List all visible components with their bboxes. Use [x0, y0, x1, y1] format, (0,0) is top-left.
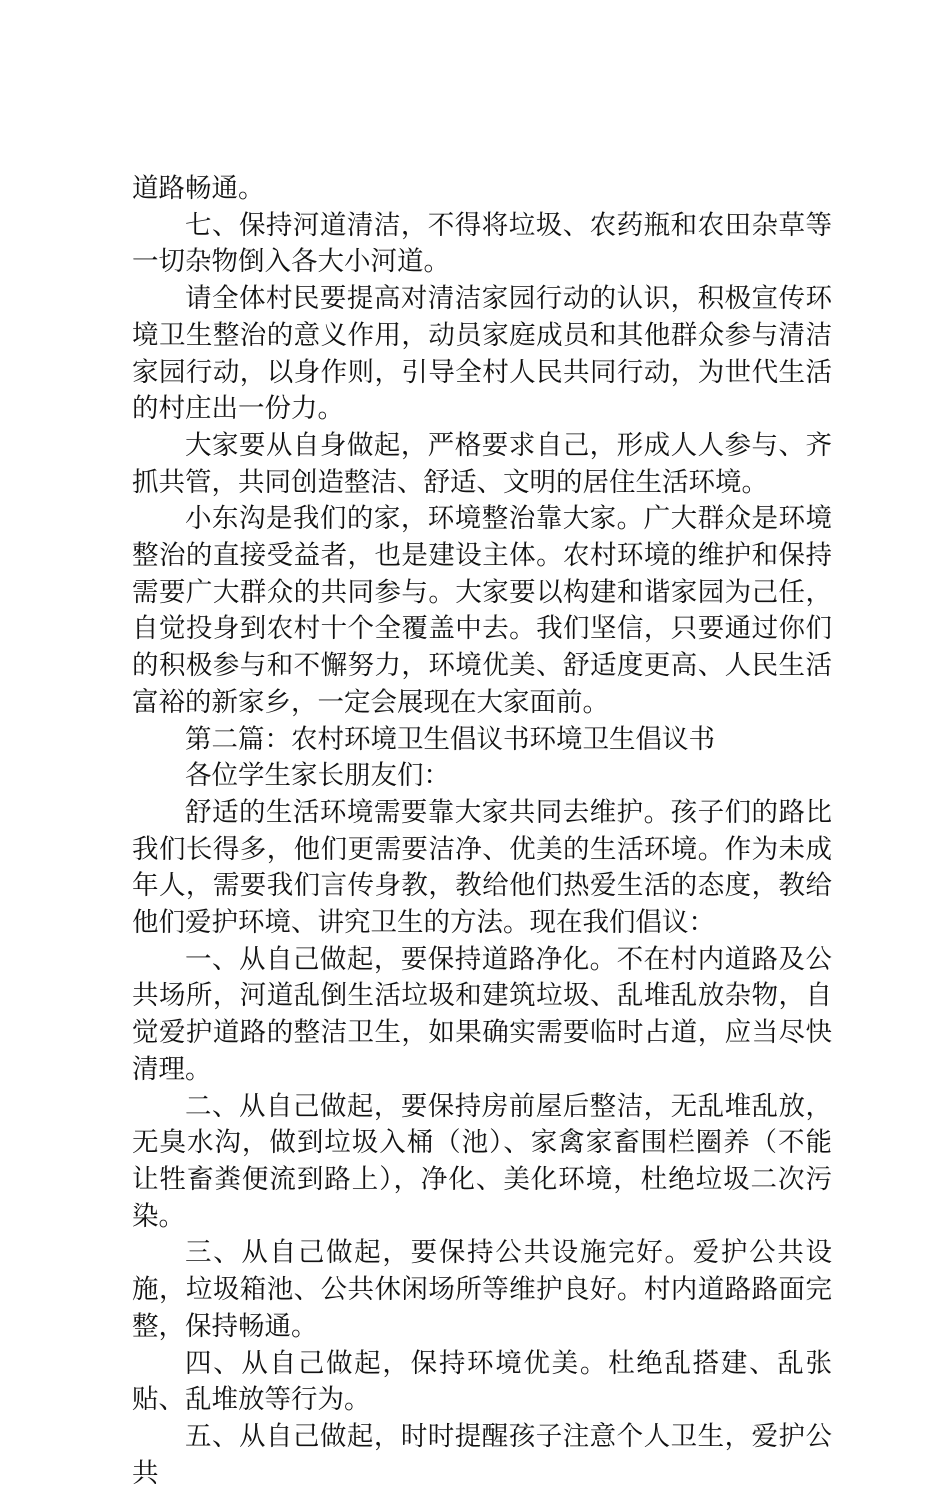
paragraph-item-one: 一、从自己做起，要保持道路净化。不在村内道路及公共场所，河道乱倒生活垃圾和建筑垃圾、乱堆乱放杂物，自觉爱护道路的整洁卫生，如果确实需要临时占道，应当尽快清理。 — [132, 943, 832, 1085]
paragraph-intro: 舒适的生活环境需要靠大家共同去维护。孩子们的路比我们长得多，他们更需要洁净、优美的生活环境。作为未成年人，需要我们言传身教，教给他们热爱生活的态度，教给他们爱护环境、讲究卫生的方法。现在我们倡议： — [132, 796, 832, 939]
paragraph-continuation: 道路畅通。 — [132, 173, 265, 204]
paragraph-item-three: 三、从自己做起，要保持公共设施完好。爱护公共设施，垃圾箱池、公共休闲场所等维护良好。村内道路路面完整，保持畅通。 — [132, 1237, 832, 1342]
salutation: 各位学生家长朋友们： — [185, 760, 450, 792]
paragraph-self-start: 大家要从自身做起，严格要求自己，形成人人参与、齐抓共管，共同创造整洁、舒适、文明的居住生活环境。 — [132, 429, 832, 498]
paragraph-item-seven: 七、保持河道清洁，不得将垃圾、农药瓶和农田杂草等一切杂物倒入各大小河道。 — [132, 209, 832, 278]
paragraph-our-home: 小东沟是我们的家，环境整治靠大家。广大群众是环境整治的直接受益者，也是建设主体。农村环境的维护和保持需要广大群众的共同参与。大家要以构建和谐家园为己任，自觉投身到农村十个全覆盖中去。我们坚信，只要通过你们的积极参与和不懈努力，环境优美、舒适度更高、人民生活富裕的新家乡，一定会展现在大家面前。 — [132, 503, 832, 718]
section-title: 第二篇：农村环境卫生倡议书环境卫生倡议书 — [185, 723, 715, 755]
paragraph-item-two: 二、从自己做起，要保持房前屋后整洁，无乱堆乱放，无臭水沟，做到垃圾入桶（池）、家禽家畜围栏圈养（不能让牲畜粪便流到路上），净化、美化环境，杜绝垃圾二次污染。 — [132, 1090, 832, 1232]
paragraph-appeal: 请全体村民要提高对清洁家园行动的认识，积极宣传环境卫生整治的意义作用，动员家庭成员和其他群众参与清洁家园行动，以身作则，引导全村人民共同行动，为世代生活的村庄出一份力。 — [132, 283, 832, 425]
document-page — [132, 171, 832, 1492]
paragraph-item-five: 五、从自己做起，时时提醒孩子注意个人卫生，爱护公共 — [132, 1420, 832, 1489]
paragraph-item-four: 四、从自己做起，保持环境优美。杜绝乱搭建、乱张贴、乱堆放等行为。 — [132, 1347, 832, 1416]
